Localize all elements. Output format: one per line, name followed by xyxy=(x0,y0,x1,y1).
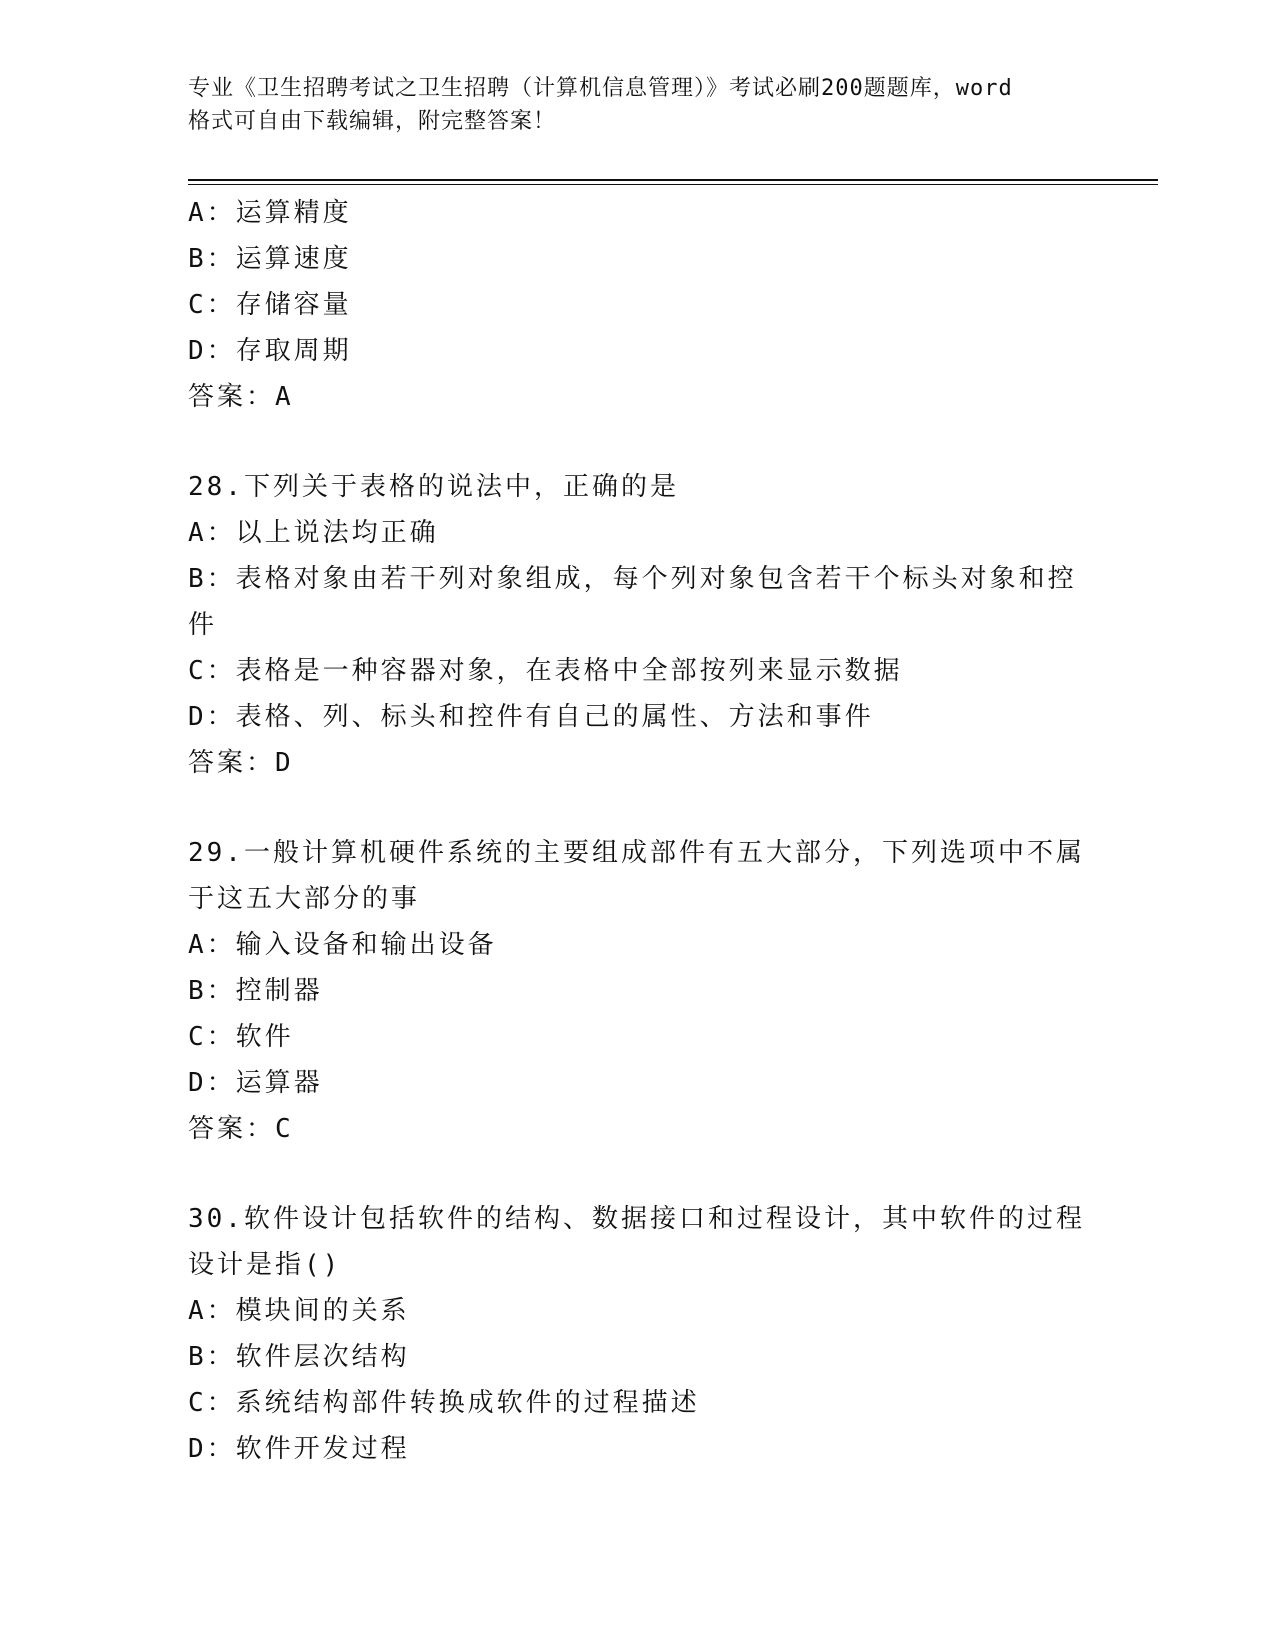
option-d: D：表格、列、标头和控件有自己的属性、方法和事件 xyxy=(188,702,874,732)
option-d: D：存取周期 xyxy=(188,336,352,366)
option-a: A：运算精度 xyxy=(188,198,352,228)
question-block-27 xyxy=(188,190,1088,420)
option-a: A：模块间的关系 xyxy=(188,1296,410,1326)
option-d: D：软件开发过程 xyxy=(188,1434,410,1464)
question-block-30 xyxy=(188,1196,1088,1472)
question-text-continued: 于这五大部分的事 xyxy=(188,884,421,914)
header-divider-thin xyxy=(188,184,1158,185)
option-c: C：软件 xyxy=(188,1022,294,1052)
question-block-29 xyxy=(188,830,1088,1152)
header-divider-thick xyxy=(188,179,1158,181)
option-b: B：软件层次结构 xyxy=(188,1342,410,1372)
option-a: A：输入设备和输出设备 xyxy=(188,930,497,960)
spacer xyxy=(188,1152,1088,1196)
question-list xyxy=(188,190,1088,1472)
spacer xyxy=(188,786,1088,830)
question-text-continued: 设计是指() xyxy=(188,1250,342,1280)
question-text: 30.软件设计包括软件的结构、数据接口和过程设计，其中软件的过程 xyxy=(188,1204,1085,1234)
option-c: C：系统结构部件转换成软件的过程描述 xyxy=(188,1388,700,1418)
answer: 答案：C xyxy=(188,1114,294,1144)
question-text: 28.下列关于表格的说法中，正确的是 xyxy=(188,472,679,502)
option-b: B：运算速度 xyxy=(188,244,352,274)
option-d: D：运算器 xyxy=(188,1068,323,1098)
header-line-2: 格式可自由下载编辑，附完整答案！ xyxy=(188,109,557,134)
spacer xyxy=(188,420,1088,464)
header-line-1: 专业《卫生招聘考试之卫生招聘（计算机信息管理）》考试必刷200题题库，word xyxy=(188,76,1013,101)
option-b: B：表格对象由若干列对象组成，每个列对象包含若干个标头对象和控 xyxy=(188,564,1077,594)
option-c: C：存储容量 xyxy=(188,290,352,320)
question-block-28 xyxy=(188,464,1088,786)
option-b-continued: 件 xyxy=(188,610,218,640)
document-header xyxy=(188,72,1088,138)
option-a: A：以上说法均正确 xyxy=(188,518,439,548)
answer: 答案：A xyxy=(188,382,294,412)
question-text: 29.一般计算机硬件系统的主要组成部件有五大部分，下列选项中不属 xyxy=(188,838,1085,868)
option-b: B：控制器 xyxy=(188,976,323,1006)
answer: 答案：D xyxy=(188,748,294,778)
option-c: C：表格是一种容器对象，在表格中全部按列来显示数据 xyxy=(188,656,903,686)
